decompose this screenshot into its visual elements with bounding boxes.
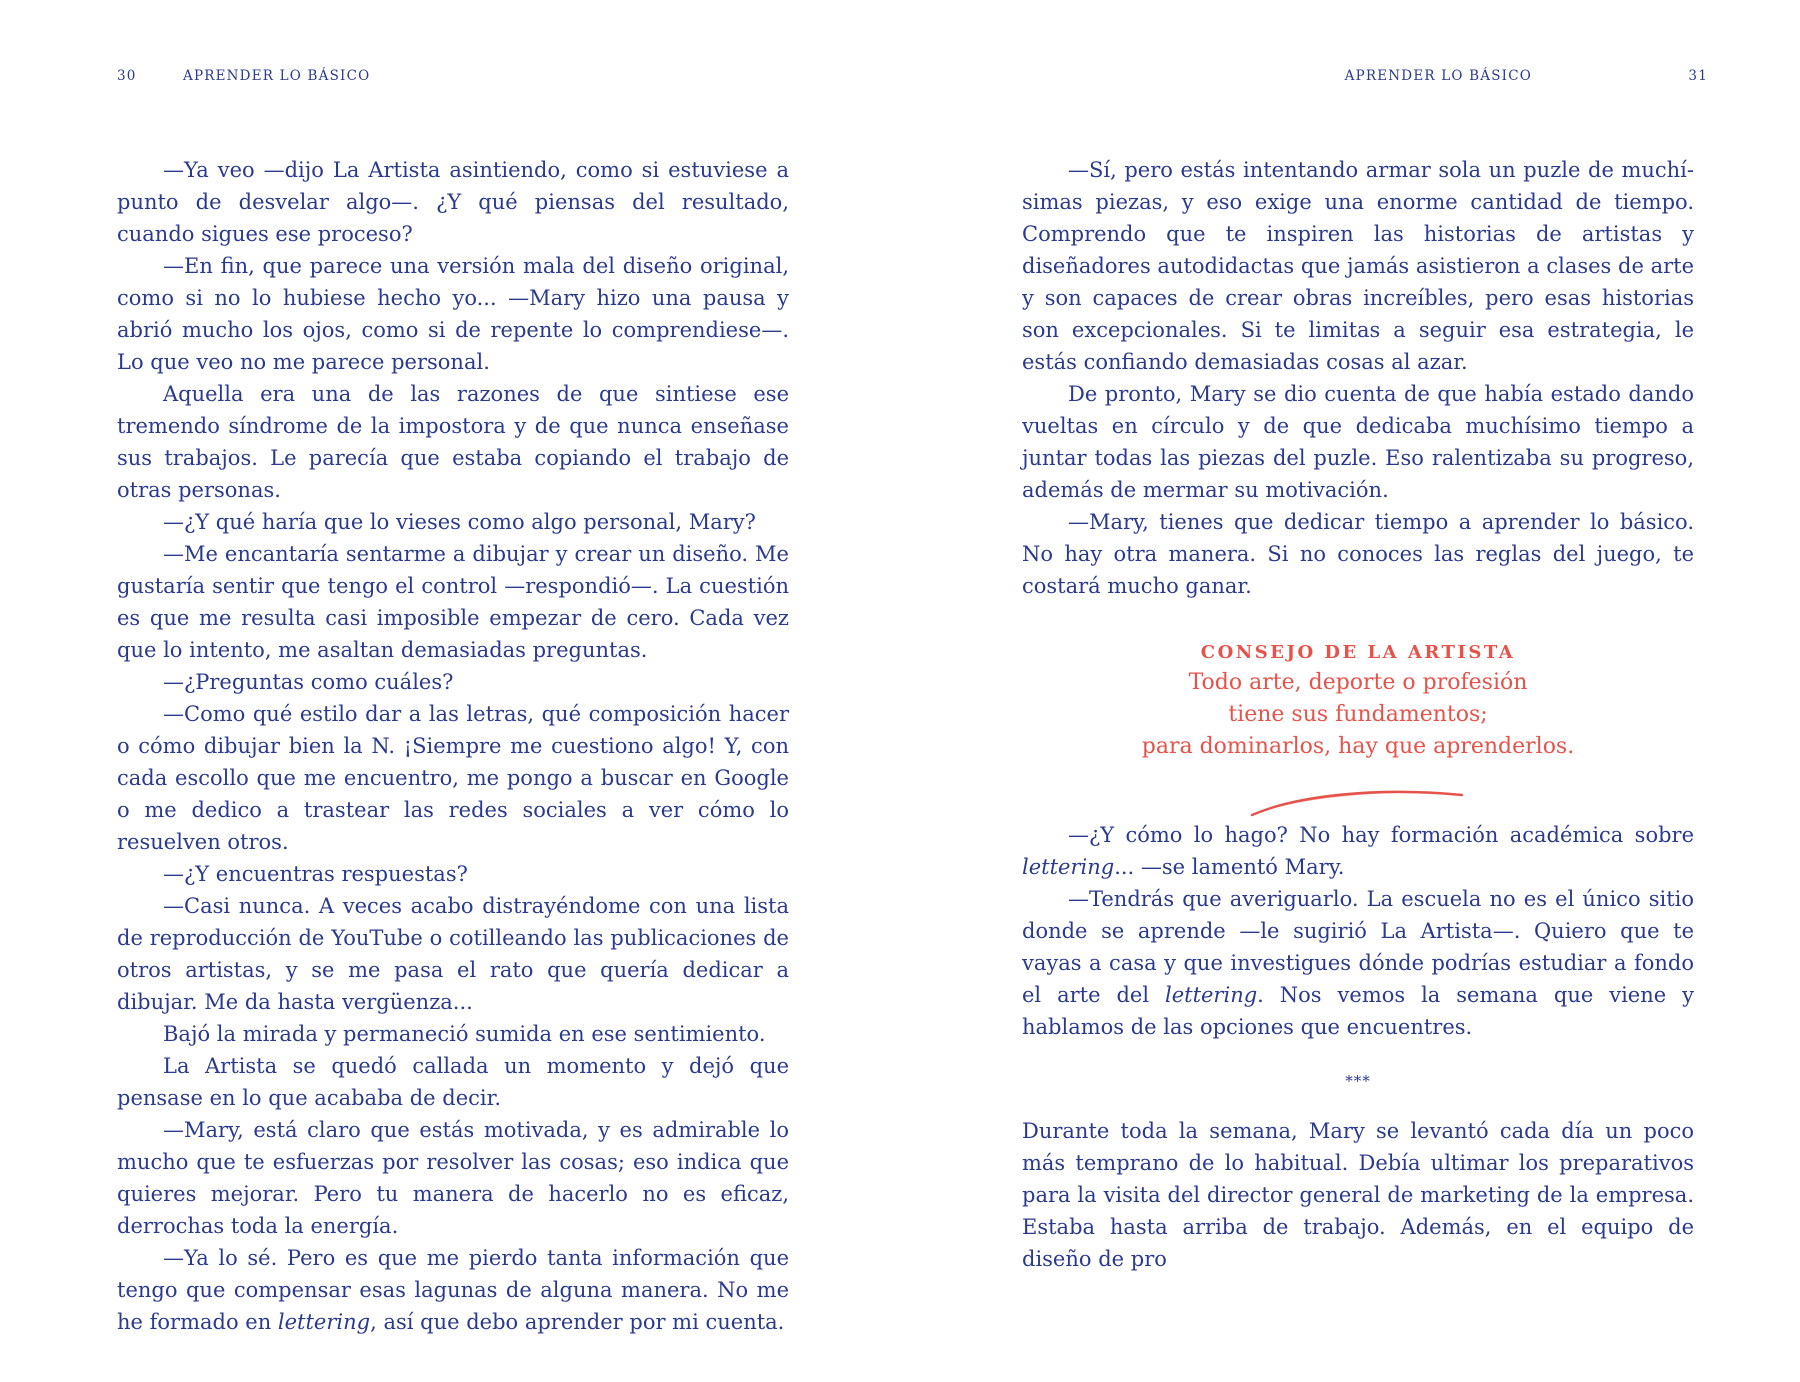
paragraph: —Casi nunca. A veces acabo distrayéndome con una lista de reproducción de YouTube o cotilleando las publicaciones de otros artistas, y se me pasa el rato que quería dedicar a dibujar. Me da hasta vergüenza... [117,894,789,1014]
running-title: APRENDER LO BÁSICO [183,68,371,84]
paragraph: —Sí, pero estás intentando armar sola un puzle de muchísimas piezas, y eso exige una enorme cantidad de tiempo. Comprendo que te inspiren las historias de artistas y diseñadores autodidactas que jamás asistieron a clases de arte y son capaces de crear obras increíbles, pero esas historias son excepcionales. Si te limitas a seguir esa estrategia, le estás confiando demasiadas cosas al azar. [1022,158,1694,374]
left-body-text [117,154,789,1338]
tip-title: CONSEJO DE LA ARTISTA [1200,642,1516,663]
paragraph: De pronto, Mary se dio cuenta de que había estado dando vueltas en círculo y de que dedicaba muchísimo tiempo a juntar todas las piezas del puzle. Eso ralentizaba su progreso, además de mermar su motivación. [1022,382,1694,502]
paragraph: —¿Preguntas como cuáles? [163,670,454,694]
paragraph: —En fin, que parece una versión mala del diseño original, como si no lo hubiese hecho yo... —Mary hizo una pausa y abrió mucho los ojos, como si de repente lo comprendiese—. Lo que veo no me parece personal. [117,254,789,374]
brush-stroke-icon [1248,785,1468,819]
paragraph: —¿Y qué haría que lo vieses como algo personal, Mary? [163,510,756,534]
artist-tip-box [1022,639,1694,819]
paragraph: —Ya veo —dijo La Artista asintiendo, como si estuviese a punto de desvelar algo—. ¿Y qué piensas del resultado, cuando sigues ese proceso? [117,158,789,246]
text-run: . Nos vemos la semana que viene y hablamos de las opciones que encuentres. [1022,983,1694,1039]
page-number: 31 [1688,68,1708,84]
running-title: APRENDER LO BÁSICO [1344,68,1532,84]
text-run: —Ya lo sé. Pero es que me pierdo tanta información que tengo que compensar esas lagunas de alguna manera. No me he formado en [117,1246,789,1334]
text-run: , así que debo aprender por mi cuenta. [370,1310,785,1334]
paragraph: —Mary, tienes que dedicar tiempo a aprender lo básico. No hay otra manera. Si no conoces las reglas del juego, te costará mucho ganar. [1022,510,1694,598]
paragraph: —¿Y encuentras respuestas? [163,862,468,886]
paragraph: —Me encantaría sentarme a dibujar y crear un diseño. Me gustaría sentir que tengo el control —respondió—. La cuestión es que me resulta casi imposible empezar de cero. Cada vez que lo intento, me asaltan demasiadas preguntas. [117,542,789,662]
italic-term: lettering [277,1310,371,1334]
paragraph: —Como qué estilo dar a las letras, qué composición hacer o cómo dibujar bien la N. ¡Siempre me cuestiono algo! Y, con cada escollo que me encuentro, me pongo a buscar en Google o me dedico a trastear las redes sociales a ver cómo lo resuelven otros. [117,702,789,854]
paragraph: Bajó la mirada y permaneció sumida en ese sentimiento. [163,1022,766,1046]
section-break: *** [1345,1072,1371,1090]
italic-term: lettering [1022,855,1115,879]
right-page [900,0,1800,1382]
text-run: —¿Y cómo lo hago? No hay formación académica sobre [1068,823,1694,847]
text-run: —Tendrás que averiguarlo. La escuela no es el único sitio donde se aprende —le sugirió La Artista—. Quiero que te vayas a casa y que investigues dónde podrías estudiar a fondo el arte del [1022,887,1694,1007]
italic-term: lettering [1164,983,1258,1007]
tip-line: Todo arte, deporte o profesión [1188,670,1528,695]
paragraph: —Mary, está claro que estás motivada, y es admirable lo mucho que te esfuerzas por resolver las cosas; eso indica que quieres mejorar. Pero tu manera de hacerlo no es eficaz, derrochas toda la energía. [117,1118,789,1238]
paragraph: Durante toda la semana, Mary se levantó cada día un poco más temprano de lo habitual. Debía ultimar los preparativos para la visita del director general de marketing de la empresa. Estaba hasta arriba de trabajo. Además, en el equipo de diseño de pro [1022,1119,1694,1271]
text-run: ... —se lamentó Mary. [1114,855,1345,879]
tip-line: para dominarlos, hay que aprenderlos. [1141,734,1575,759]
page-number: 30 [117,68,137,84]
tip-line: tiene sus fundamentos; [1228,702,1488,727]
paragraph: La Artista se quedó callada un momento y dejó que pensase en lo que acababa de decir. [117,1054,789,1110]
paragraph [1022,819,1694,883]
right-body-text [1022,154,1694,1275]
paragraph [117,1242,789,1338]
paragraph [1022,883,1694,1043]
paragraph: Aquella era una de las razones de que sintiese ese tremendo síndrome de la impostora y de que nunca enseñase sus trabajos. Le parecía que estaba copiando el trabajo de otras personas. [117,382,789,502]
